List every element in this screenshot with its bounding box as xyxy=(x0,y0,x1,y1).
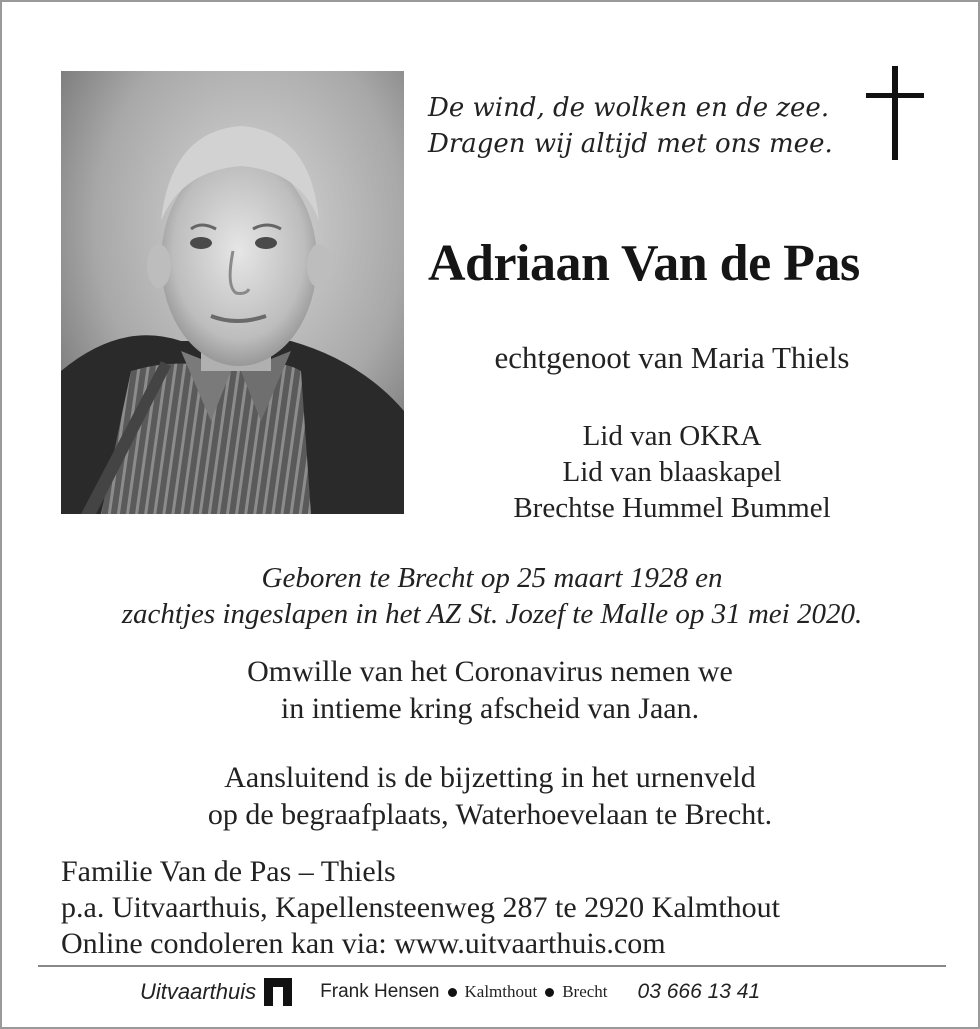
condolence-link[interactable]: Online condoleren kan via: www.uitvaarthuis.com xyxy=(61,927,666,960)
corona-line-1: Omwille van het Coronavirus nemen we xyxy=(247,655,733,688)
footer-divider xyxy=(38,965,946,967)
funeral-home-logo-icon xyxy=(264,978,292,1006)
corona-notice xyxy=(32,653,948,727)
director-name: Frank Hensen xyxy=(320,981,440,1002)
membership-item: Brechtse Hummel Bummel xyxy=(513,492,831,524)
deceased-name: Adriaan Van de Pas xyxy=(428,235,860,292)
burial-line-1: Aansluitend is de bijzetting in het urnenveld xyxy=(224,761,756,794)
family-address: p.a. Uitvaarthuis, Kapellensteenweg 287 te 2920 Kalmthout xyxy=(61,891,780,924)
funeral-home-footer xyxy=(140,976,860,1008)
burial-notice xyxy=(32,759,948,833)
location-kalmthout: Kalmthout xyxy=(464,982,538,1001)
burial-line-2: op de begraafplaats, Waterhoevelaan te Brecht. xyxy=(207,798,773,831)
membership-item: Lid van OKRA xyxy=(582,420,762,452)
location-brecht: Brecht xyxy=(562,982,608,1001)
family-contact xyxy=(61,854,961,962)
corona-line-2: in intieme kring afscheid van Jaan. xyxy=(280,692,700,725)
quote-line-2: Dragen wij altijd met ons mee. xyxy=(428,129,833,159)
bullet-icon xyxy=(448,988,457,997)
birth-death-text xyxy=(32,560,952,632)
family-name: Familie Van de Pas – Thiels xyxy=(61,855,396,888)
cross-icon xyxy=(866,66,924,160)
memberships-list xyxy=(452,418,892,526)
membership-item: Lid van blaaskapel xyxy=(562,456,782,488)
quote-line-1: De wind, de wolken en de zee. xyxy=(428,93,830,123)
phone-number[interactable]: 03 666 13 41 xyxy=(637,980,761,1003)
portrait-photo xyxy=(61,71,404,514)
funeral-home-brand: Uitvaarthuis xyxy=(140,979,257,1004)
death-line: zachtjes ingeslapen in het AZ St. Jozef te Malle op 31 mei 2020. xyxy=(121,598,863,630)
spouse-line: echtgenoot van Maria Thiels xyxy=(494,340,850,375)
portrait-image xyxy=(61,71,404,514)
bullet-icon xyxy=(545,988,554,997)
poem-quote xyxy=(428,90,848,162)
birth-line: Geboren te Brecht op 25 maart 1928 en xyxy=(261,562,723,594)
